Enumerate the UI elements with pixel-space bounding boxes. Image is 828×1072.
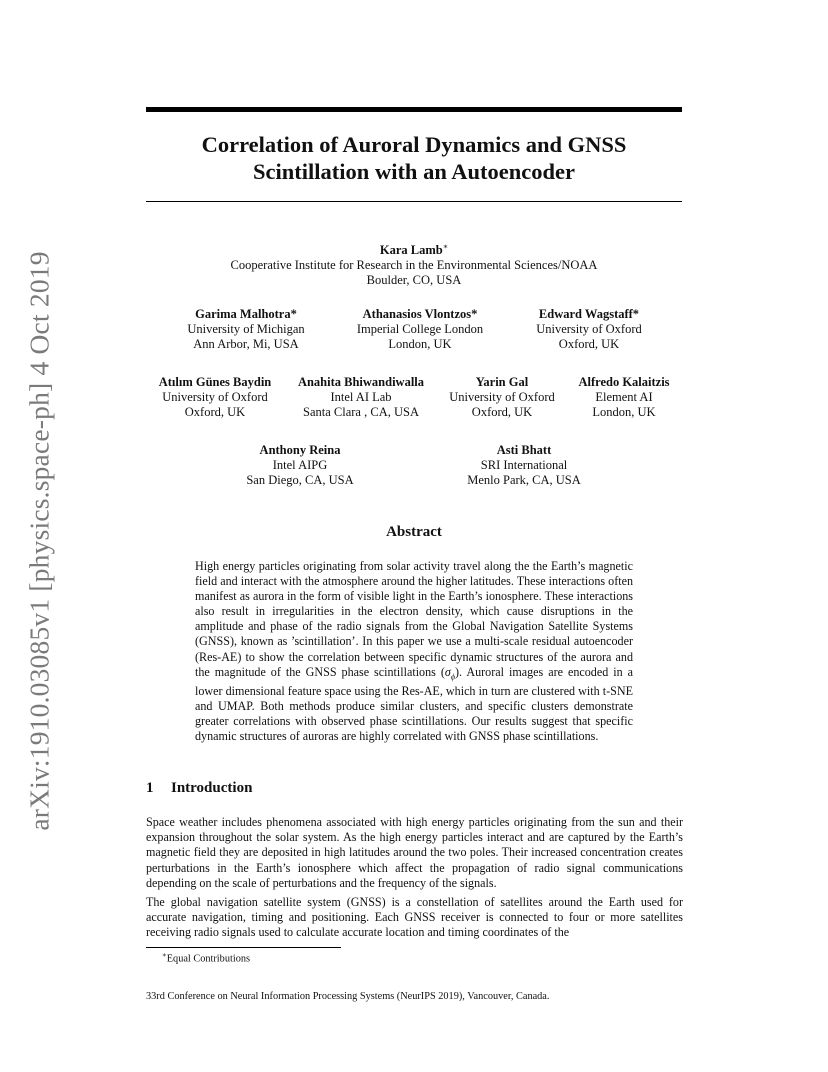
author-location: Oxford, UK (471, 405, 533, 419)
author-location: Ann Arbor, Mi, USA (193, 337, 299, 351)
author-block-kara-lamb (231, 239, 598, 288)
author-block-garima-malhotra (187, 307, 304, 352)
title-top-rule (146, 107, 682, 112)
footnote-rule (146, 947, 341, 948)
author-affiliation: Intel AI Lab (330, 390, 392, 404)
author-block-yarin-gal (449, 375, 555, 420)
section-number: 1 (146, 780, 154, 796)
author-block-atilim-gunes-baydin (159, 375, 272, 420)
author-location: Oxford, UK (558, 337, 620, 351)
author-name: Garima Malhotra* (195, 307, 297, 321)
author-block-athanasios-vlontzos (357, 307, 483, 352)
author-location: London, UK (388, 337, 452, 351)
footnote (162, 951, 250, 964)
author-name: Athanasios Vlontzos* (362, 307, 478, 321)
author-name: Alfredo Kalaitzis (578, 375, 670, 389)
footnote-text: Equal Contributions (166, 953, 250, 965)
author-block-alfredo-kalaitzis (578, 375, 669, 420)
author-block-anthony-reina (246, 443, 353, 488)
author-block-asti-bhatt (467, 443, 581, 488)
author-location: London, UK (592, 405, 656, 419)
arxiv-identifier-text: arXiv:1910.03085v1 [physics.space-ph] 4 Oct 2019 (24, 251, 56, 831)
paper-title-line-2: Scintillation with an Autoencoder (253, 159, 575, 184)
abstract-heading: Abstract (386, 524, 442, 540)
author-affiliation: University of Oxford (536, 322, 642, 336)
paper-title-line-1: Correlation of Auroral Dynamics and GNSS (201, 132, 627, 157)
author-location: Santa Clara , CA, USA (303, 405, 419, 419)
author-name: Asti Bhatt (496, 443, 552, 457)
author-name: Yarin Gal (475, 375, 529, 389)
author-affiliation: University of Oxford (162, 390, 268, 404)
author-block-anahita-bhiwandiwalla (298, 375, 424, 420)
intro-paragraph-1: Space weather includes phenomena associated with high energy particles originating from the sun and their expansion throughout the solar system. As the high energy particles interact and are captured by the Earth’s magnetic field they are deposited in high latitudes around the two poles. Their increased concentration creates perturbations in the Earth’s ionosphere which affect the propagation of radio signal communications depending on the scale of perturbations and the frequency of the signals. (146, 815, 683, 890)
author-location: Menlo Park, CA, USA (467, 473, 581, 487)
author-location: Boulder, CO, USA (366, 273, 462, 288)
author-location: San Diego, CA, USA (246, 473, 354, 487)
author-name: Anthony Reina (259, 443, 341, 457)
paper-title (146, 131, 682, 185)
author-block-edward-wagstaff (536, 307, 642, 352)
author-name: Kara Lamb∗ (379, 242, 449, 258)
author-affiliation: Element AI (595, 390, 653, 404)
section-heading-introduction (146, 780, 252, 797)
author-name: Anahita Bhiwandiwalla (297, 375, 425, 389)
author-affiliation: SRI International (480, 458, 568, 472)
intro-paragraph-2: The global navigation satellite system (GNSS) is a constellation of satellites around the Earth used for accurate navigation, timing and positioning. Each GNSS receiver is connected to four or more satellites receiving radio signals used to calculate accurate location and timing coordinates of the (146, 895, 683, 940)
arxiv-identifier-stamp (22, 252, 58, 830)
author-affiliation: Intel AIPG (272, 458, 328, 472)
author-affiliation: Cooperative Institute for Research in the Environmental Sciences/NOAA (230, 258, 598, 273)
section-title: Introduction (171, 780, 253, 796)
author-affiliation: University of Oxford (449, 390, 555, 404)
author-affiliation: Imperial College London (356, 322, 484, 336)
author-name: Atılım Günes Baydin (158, 375, 272, 389)
author-affiliation: University of Michigan (187, 322, 305, 336)
title-bottom-rule (146, 201, 682, 202)
author-name: Edward Wagstaff* (538, 307, 640, 321)
conference-note: 33rd Conference on Neural Information Processing Systems (NeurIPS 2019), Vancouver, Canada. (146, 991, 550, 1002)
author-location: Oxford, UK (184, 405, 246, 419)
abstract-body: High energy particles originating from solar activity travel along the the Earth’s magnetic field and interact with the atmosphere around the higher latitudes. These interactions often manifest as aurora in the form of visible light in the Earth’s ionosphere. These interactions also result in irregularities in the electron density, which cause disruptions in the amplitude and phase of the radio signals from the Global Navigation Satellite Systems (GNSS), known as ’scintillation’. In this paper we use a multi-scale residual autoencoder (Res-AE) to show the correlation between specific dynamic structures of the aurora and the magnitude of the GNSS phase scintillations $(\sigma_\phi)$. Auroral images are encoded in a lower dimensional feature space using the Res-AE, which in turn are clustered with t-SNE and UMAP. Both methods produce similar clusters, and specific clusters demonstrate greater correlations with observed phase scintillations. Our results suggest that specific dynamic structures of auroras are highly correlated with GNSS phase scintillations. (195, 559, 634, 744)
footnote-marker: ∗ (162, 951, 167, 959)
